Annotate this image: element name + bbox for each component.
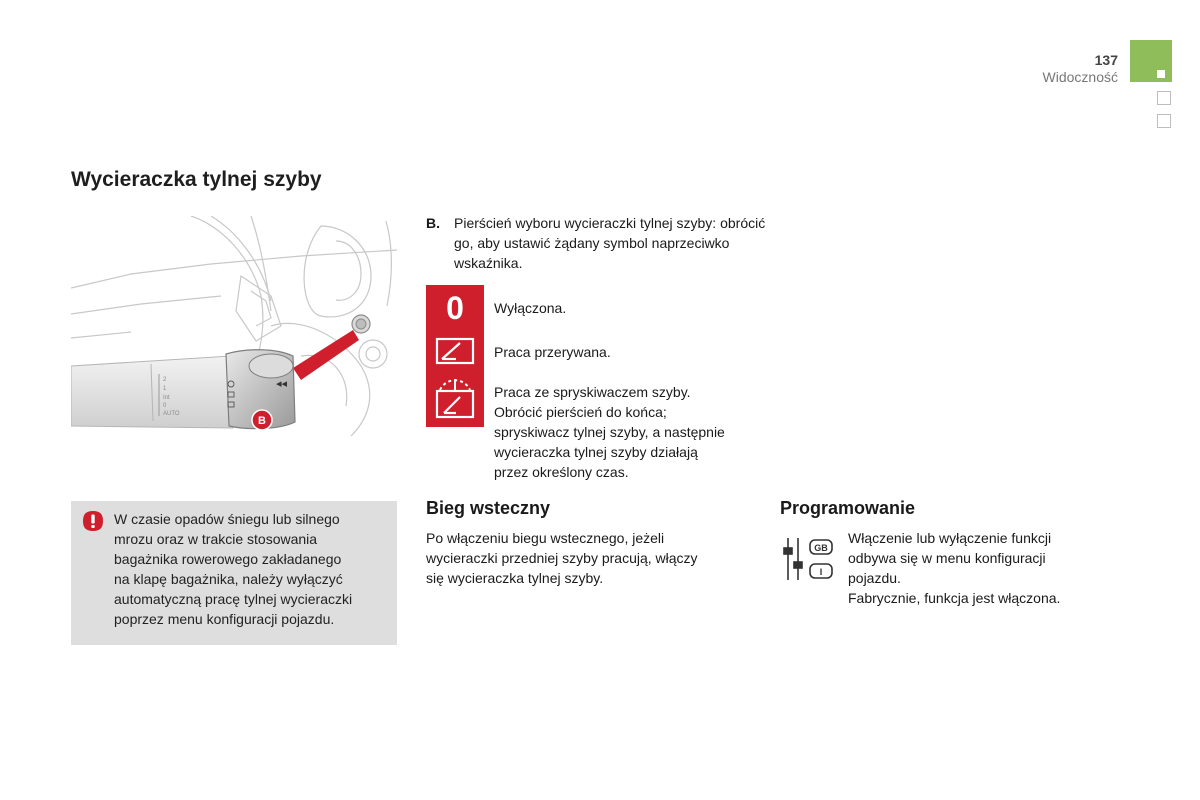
callout-b-label: B (258, 415, 266, 427)
section-tab-active (1130, 40, 1172, 82)
programming-text (848, 528, 1168, 608)
option-line: Obrócić pierścień do końca; (494, 404, 667, 420)
option-line: Praca ze spryskiwaczem szyby. (494, 384, 691, 400)
warning-box (71, 501, 397, 645)
stalk-mark: 1 (163, 386, 167, 392)
option-line: przez określony czas. (494, 464, 629, 480)
ring-key: B. (426, 215, 440, 231)
option-line: Wyłączona. (494, 300, 567, 316)
section-tab-box (1157, 114, 1171, 128)
option-line: wycieraczka tylnej szyby działają (494, 444, 698, 460)
warning-exclamation-icon (82, 510, 104, 532)
stalk-mark: AUTO (163, 411, 180, 417)
option-line: spryskiwacz tylnej szyby, a następnie (494, 424, 725, 440)
option-line: Praca przerywana. (494, 344, 611, 360)
reverse-line: wycieraczki przedniej szyby pracują, włączy (426, 550, 698, 566)
section-name: Widoczność (1042, 69, 1118, 85)
warning-text (114, 509, 390, 629)
tab-dot-icon (1157, 70, 1165, 78)
page-title: Wycieraczka tylnej szyby (71, 168, 322, 191)
stalk-mark: 0 (163, 403, 167, 409)
programming-line: Włączenie lub wyłączenie funkcji (848, 530, 1052, 546)
option-off (494, 298, 764, 318)
svg-text:◂◂: ◂◂ (276, 377, 288, 390)
zero-symbol: 0 (446, 290, 464, 326)
option-washer (494, 382, 764, 482)
warning-line: bagażnika rowerowego zakładanego (114, 551, 342, 567)
config-menu-icon (782, 536, 836, 584)
programming-line: pojazdu. (848, 570, 901, 586)
config-icon-label-i: I (819, 567, 823, 577)
option-intermittent (494, 342, 764, 362)
reverse-heading: Bieg wsteczny (426, 498, 551, 518)
warning-line: na klapę bagażnika, należy wyłączyć (114, 571, 343, 587)
config-icon-label-gb: GB (814, 543, 828, 553)
wiper-stalk-illustration (71, 216, 397, 444)
stalk-mark: Int (163, 395, 170, 401)
reverse-line: się wycieraczka tylnej szyby. (426, 570, 604, 586)
rear-wiper-washer-icon (426, 373, 484, 427)
reverse-line: Po włączeniu biegu wstecznego, jeżeli (426, 530, 665, 546)
programming-heading: Programowanie (780, 498, 916, 518)
programming-line: Fabrycznie, funkcja jest włączona. (848, 590, 1061, 606)
page-number: 137 (1094, 52, 1118, 68)
warning-line: mrozu oraz w trakcie stosowania (114, 531, 318, 547)
wiper-symbol-panel (426, 285, 484, 427)
warning-line: poprzez menu konfiguracji pojazdu. (114, 611, 335, 627)
warning-line: automatyczną pracę tylnej wycieraczki (114, 591, 353, 607)
warning-line: W czasie opadów śniegu lub silnego (114, 511, 340, 527)
section-tab-box (1157, 91, 1171, 105)
stalk-mark: 2 (163, 377, 167, 383)
rear-wiper-intermittent-icon (426, 331, 484, 373)
reverse-text (426, 528, 756, 588)
programming-line: odbywa się w menu konfiguracji (848, 550, 1046, 566)
ring-text: Pierścień wyboru wycieraczki tylnej szyby: obrócić go, aby ustawić żądany symbol naprzeciwko wskaźnika. (454, 215, 766, 271)
